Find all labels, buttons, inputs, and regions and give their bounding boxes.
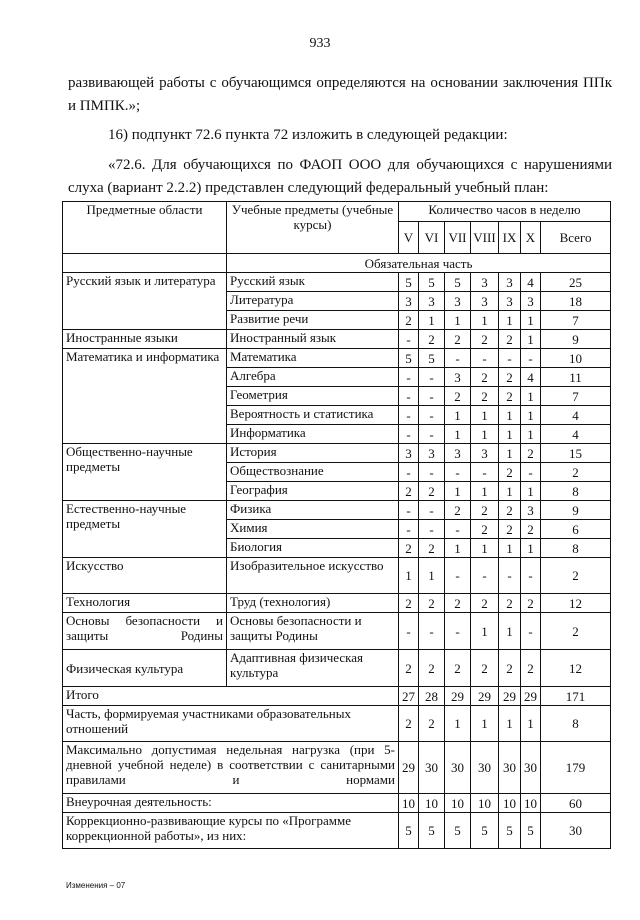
table-row	[63, 444, 611, 463]
hours-cell: 2	[471, 650, 499, 687]
hours-cell: 10	[521, 794, 541, 813]
hours-cell: 2	[499, 330, 521, 349]
subject-name: Основы безопасности и защиты Родины	[227, 613, 399, 650]
hours-cell: 2	[521, 444, 541, 463]
hours-cell: 5	[399, 273, 419, 292]
hours-cell: 2	[499, 520, 521, 539]
hours-cell: -	[399, 463, 419, 482]
summary-row	[63, 813, 611, 849]
hours-cell: -	[521, 463, 541, 482]
subject-name: Иностранный язык	[227, 330, 399, 349]
hours-cell: 2	[445, 594, 471, 613]
total-cell: 11	[541, 368, 611, 387]
subject-name: Химия	[227, 520, 399, 539]
header-total: Всего	[541, 222, 611, 254]
hours-cell: 29	[499, 687, 521, 706]
total-cell: 171	[541, 687, 611, 706]
footer-note: Изменения – 07	[66, 881, 126, 890]
total-cell: 7	[541, 311, 611, 330]
header-hours-per-week: Количество часов в неделю	[399, 202, 611, 222]
subject-name: Геометрия	[227, 387, 399, 406]
table-row	[63, 558, 611, 594]
hours-cell: 30	[521, 742, 541, 794]
hours-cell: 2	[399, 706, 419, 742]
hours-cell: -	[399, 425, 419, 444]
hours-cell: 3	[521, 501, 541, 520]
subject-name: Литература	[227, 292, 399, 311]
hours-cell: 5	[419, 273, 445, 292]
table-row	[63, 594, 611, 613]
total-cell: 15	[541, 444, 611, 463]
hours-cell: 2	[471, 387, 499, 406]
paragraph-line: развивающей работы с обучающимся определяются на основании заключения ППк	[68, 75, 612, 91]
hours-cell: -	[419, 501, 445, 520]
hours-cell: -	[419, 406, 445, 425]
total-cell: 9	[541, 330, 611, 349]
hours-cell: 2	[521, 594, 541, 613]
hours-cell: 1	[499, 406, 521, 425]
paragraph-item-16: 16) подпункт 72.6 пункта 72 изложить в следующей редакции:	[108, 127, 508, 143]
subject-name: История	[227, 444, 399, 463]
hours-cell: 1	[521, 706, 541, 742]
hours-cell: 2	[499, 594, 521, 613]
hours-cell: 1	[445, 706, 471, 742]
subject-area: Иностранные языки	[63, 330, 227, 349]
total-cell: 10	[541, 349, 611, 368]
subject-area: Естественно-научные предметы	[63, 501, 227, 558]
hours-cell: 5	[445, 273, 471, 292]
subject-name: Алгебра	[227, 368, 399, 387]
hours-cell: 2	[445, 330, 471, 349]
hours-cell: 3	[419, 292, 445, 311]
page-number: 933	[309, 36, 331, 51]
hours-cell: -	[471, 463, 499, 482]
hours-cell: 1	[521, 387, 541, 406]
total-cell: 30	[541, 813, 611, 849]
hours-cell: 1	[499, 482, 521, 501]
hours-cell: 1	[399, 558, 419, 594]
hours-cell: 5	[419, 349, 445, 368]
total-cell: 4	[541, 425, 611, 444]
hours-cell: 5	[445, 813, 471, 849]
total-cell: 8	[541, 539, 611, 558]
hours-cell: 5	[419, 813, 445, 849]
hours-cell: -	[445, 463, 471, 482]
hours-cell: 2	[499, 650, 521, 687]
hours-cell: 2	[471, 501, 499, 520]
header-grade: IX	[499, 222, 521, 254]
hours-cell: 2	[419, 706, 445, 742]
paragraph-line: «72.6. Для обучающихся по ФАОП ООО для обучающихся с нарушениями	[108, 157, 612, 173]
hours-cell: -	[399, 387, 419, 406]
hours-cell: 3	[471, 273, 499, 292]
summary-row	[63, 794, 611, 813]
hours-cell: 1	[521, 406, 541, 425]
total-cell: 2	[541, 463, 611, 482]
hours-cell: 2	[419, 650, 445, 687]
hours-cell: 3	[445, 444, 471, 463]
hours-cell: 30	[419, 742, 445, 794]
hours-cell: -	[521, 558, 541, 594]
hours-cell: 2	[419, 539, 445, 558]
summary-label: Итого	[63, 687, 399, 706]
hours-cell: 2	[521, 650, 541, 687]
subject-area: Искусство	[63, 558, 227, 594]
hours-cell: 2	[499, 387, 521, 406]
hours-cell: 2	[399, 311, 419, 330]
subject-name: Математика	[227, 349, 399, 368]
paragraph-line: слуха (вариант 2.2.2) представлен следующий федеральный учебный план:	[68, 180, 549, 196]
hours-cell: 2	[471, 368, 499, 387]
hours-cell: 10	[419, 794, 445, 813]
hours-cell: 1	[471, 406, 499, 425]
hours-cell: 10	[499, 794, 521, 813]
hours-cell: 3	[445, 368, 471, 387]
hours-cell: 1	[499, 425, 521, 444]
hours-cell: -	[499, 349, 521, 368]
hours-cell: -	[521, 613, 541, 650]
summary-label: Максимально допустимая недельная нагрузка (при 5-дневной учебной неделе) в соответствии с санитарными правилами и нормами	[63, 742, 399, 794]
hours-cell: -	[399, 368, 419, 387]
hours-cell: 3	[445, 292, 471, 311]
hours-cell: 10	[445, 794, 471, 813]
hours-cell: 3	[471, 292, 499, 311]
hours-cell: 2	[399, 650, 419, 687]
hours-cell: -	[419, 613, 445, 650]
header-grade: X	[521, 222, 541, 254]
hours-cell: 30	[499, 742, 521, 794]
hours-cell: -	[399, 613, 419, 650]
hours-cell: 2	[445, 501, 471, 520]
hours-cell: 10	[399, 794, 419, 813]
hours-cell: 3	[521, 292, 541, 311]
hours-cell: 28	[419, 687, 445, 706]
total-cell: 2	[541, 558, 611, 594]
table-row	[63, 273, 611, 292]
hours-cell: 1	[499, 613, 521, 650]
hours-cell: 5	[499, 813, 521, 849]
hours-cell: 1	[471, 706, 499, 742]
total-cell: 2	[541, 613, 611, 650]
summary-row	[63, 706, 611, 742]
hours-cell: 29	[445, 687, 471, 706]
summary-row	[63, 742, 611, 794]
hours-cell: 1	[445, 539, 471, 558]
hours-cell: 2	[419, 482, 445, 501]
hours-cell: 2	[471, 594, 499, 613]
hours-cell: 3	[499, 292, 521, 311]
subject-name: Обществознание	[227, 463, 399, 482]
hours-cell: 1	[445, 311, 471, 330]
summary-label: Коррекционно-развивающие курсы по «Программе коррекционной работы», из них:	[63, 813, 399, 849]
hours-cell: 3	[471, 444, 499, 463]
header-grade: V	[399, 222, 419, 254]
subject-name: Физика	[227, 501, 399, 520]
hours-cell: 4	[521, 273, 541, 292]
hours-cell: 2	[419, 330, 445, 349]
subject-name: География	[227, 482, 399, 501]
hours-cell: 4	[521, 368, 541, 387]
hours-cell: -	[445, 349, 471, 368]
hours-cell: -	[399, 406, 419, 425]
hours-cell: 2	[445, 387, 471, 406]
hours-cell: 1	[521, 330, 541, 349]
hours-cell: 1	[471, 482, 499, 501]
hours-cell: -	[419, 463, 445, 482]
hours-cell: 1	[419, 558, 445, 594]
hours-cell: 1	[419, 311, 445, 330]
summary-label: Внеурочная деятельность:	[63, 794, 399, 813]
hours-cell: 3	[419, 444, 445, 463]
hours-cell: -	[399, 520, 419, 539]
hours-cell: 2	[399, 482, 419, 501]
hours-cell: 5	[399, 349, 419, 368]
total-cell: 18	[541, 292, 611, 311]
subject-name: Информатика	[227, 425, 399, 444]
hours-cell: -	[521, 349, 541, 368]
hours-cell: 29	[521, 687, 541, 706]
hours-cell: -	[445, 558, 471, 594]
hours-cell: -	[419, 520, 445, 539]
hours-cell: -	[419, 387, 445, 406]
subject-name: Труд (технология)	[227, 594, 399, 613]
hours-cell: 10	[471, 794, 499, 813]
total-cell: 12	[541, 594, 611, 613]
total-cell: 179	[541, 742, 611, 794]
hours-cell: 30	[445, 742, 471, 794]
total-cell: 7	[541, 387, 611, 406]
hours-cell: -	[399, 330, 419, 349]
hours-cell: 2	[399, 539, 419, 558]
hours-cell: 27	[399, 687, 419, 706]
subject-area: Технология	[63, 594, 227, 613]
hours-cell: 29	[399, 742, 419, 794]
total-cell: 4	[541, 406, 611, 425]
summary-label: Часть, формируемая участниками образовательных отношений	[63, 706, 399, 742]
hours-cell: 29	[471, 687, 499, 706]
subject-name: Биология	[227, 539, 399, 558]
subject-area: Общественно-научные предметы	[63, 444, 227, 501]
hours-cell: -	[419, 368, 445, 387]
subject-name: Адаптивная физическая культура	[227, 650, 399, 687]
table-row	[63, 650, 611, 687]
subject-name: Русский язык	[227, 273, 399, 292]
hours-cell: -	[499, 558, 521, 594]
hours-cell: 1	[499, 539, 521, 558]
hours-cell: 5	[399, 813, 419, 849]
total-cell: 6	[541, 520, 611, 539]
table-row	[63, 613, 611, 650]
hours-cell: 2	[521, 520, 541, 539]
hours-cell: 1	[471, 613, 499, 650]
hours-cell: 3	[499, 273, 521, 292]
hours-cell: 1	[471, 539, 499, 558]
hours-cell: -	[445, 613, 471, 650]
hours-cell: 2	[471, 520, 499, 539]
hours-cell: 2	[445, 650, 471, 687]
hours-cell: 1	[521, 425, 541, 444]
hours-cell: 30	[471, 742, 499, 794]
subject-area: Физическая культура	[63, 650, 227, 687]
hours-cell: 3	[399, 292, 419, 311]
hours-cell: 1	[521, 539, 541, 558]
subject-area: Математика и информатика	[63, 349, 227, 444]
hours-cell: 1	[471, 425, 499, 444]
hours-cell: 2	[499, 463, 521, 482]
total-cell: 60	[541, 794, 611, 813]
subject-name: Развитие речи	[227, 311, 399, 330]
hours-cell: 1	[521, 311, 541, 330]
hours-cell: 1	[499, 706, 521, 742]
subject-name: Изобразительное искусство	[227, 558, 399, 594]
header-grade: VI	[419, 222, 445, 254]
hours-cell: 1	[445, 482, 471, 501]
summary-row	[63, 687, 611, 706]
hours-cell: -	[399, 501, 419, 520]
hours-cell: 1	[499, 444, 521, 463]
hours-cell: 2	[471, 330, 499, 349]
header-areas: Предметные области	[63, 202, 227, 254]
blank-cell	[63, 254, 227, 273]
hours-cell: 2	[499, 368, 521, 387]
table-row	[63, 330, 611, 349]
hours-cell: -	[445, 520, 471, 539]
hours-cell: -	[419, 425, 445, 444]
table-row	[63, 349, 611, 368]
total-cell: 8	[541, 482, 611, 501]
hours-cell: 1	[499, 311, 521, 330]
hours-cell: 1	[445, 406, 471, 425]
hours-cell: 3	[399, 444, 419, 463]
hours-cell: 5	[471, 813, 499, 849]
subject-name: Вероятность и статистика	[227, 406, 399, 425]
total-cell: 9	[541, 501, 611, 520]
hours-cell: 2	[499, 501, 521, 520]
header-subjects: Учебные предметы (учебные курсы)	[227, 202, 399, 254]
total-cell: 25	[541, 273, 611, 292]
paragraph-line: и ПМПК.»;	[68, 98, 141, 114]
hours-cell: 2	[399, 594, 419, 613]
hours-cell: -	[471, 558, 499, 594]
header-grade: VII	[445, 222, 471, 254]
total-cell: 12	[541, 650, 611, 687]
hours-cell: 1	[445, 425, 471, 444]
hours-cell: 2	[419, 594, 445, 613]
curriculum-table	[62, 201, 611, 849]
hours-cell: -	[471, 349, 499, 368]
subject-area: Русский язык и литература	[63, 273, 227, 330]
hours-cell: 1	[521, 482, 541, 501]
hours-cell: 5	[521, 813, 541, 849]
mandatory-part-heading: Обязательная часть	[227, 254, 611, 273]
table-row	[63, 501, 611, 520]
header-grade: VIII	[471, 222, 499, 254]
subject-area: Основы безопасности и защиты Родины	[63, 613, 227, 650]
hours-cell: 1	[471, 311, 499, 330]
total-cell: 8	[541, 706, 611, 742]
